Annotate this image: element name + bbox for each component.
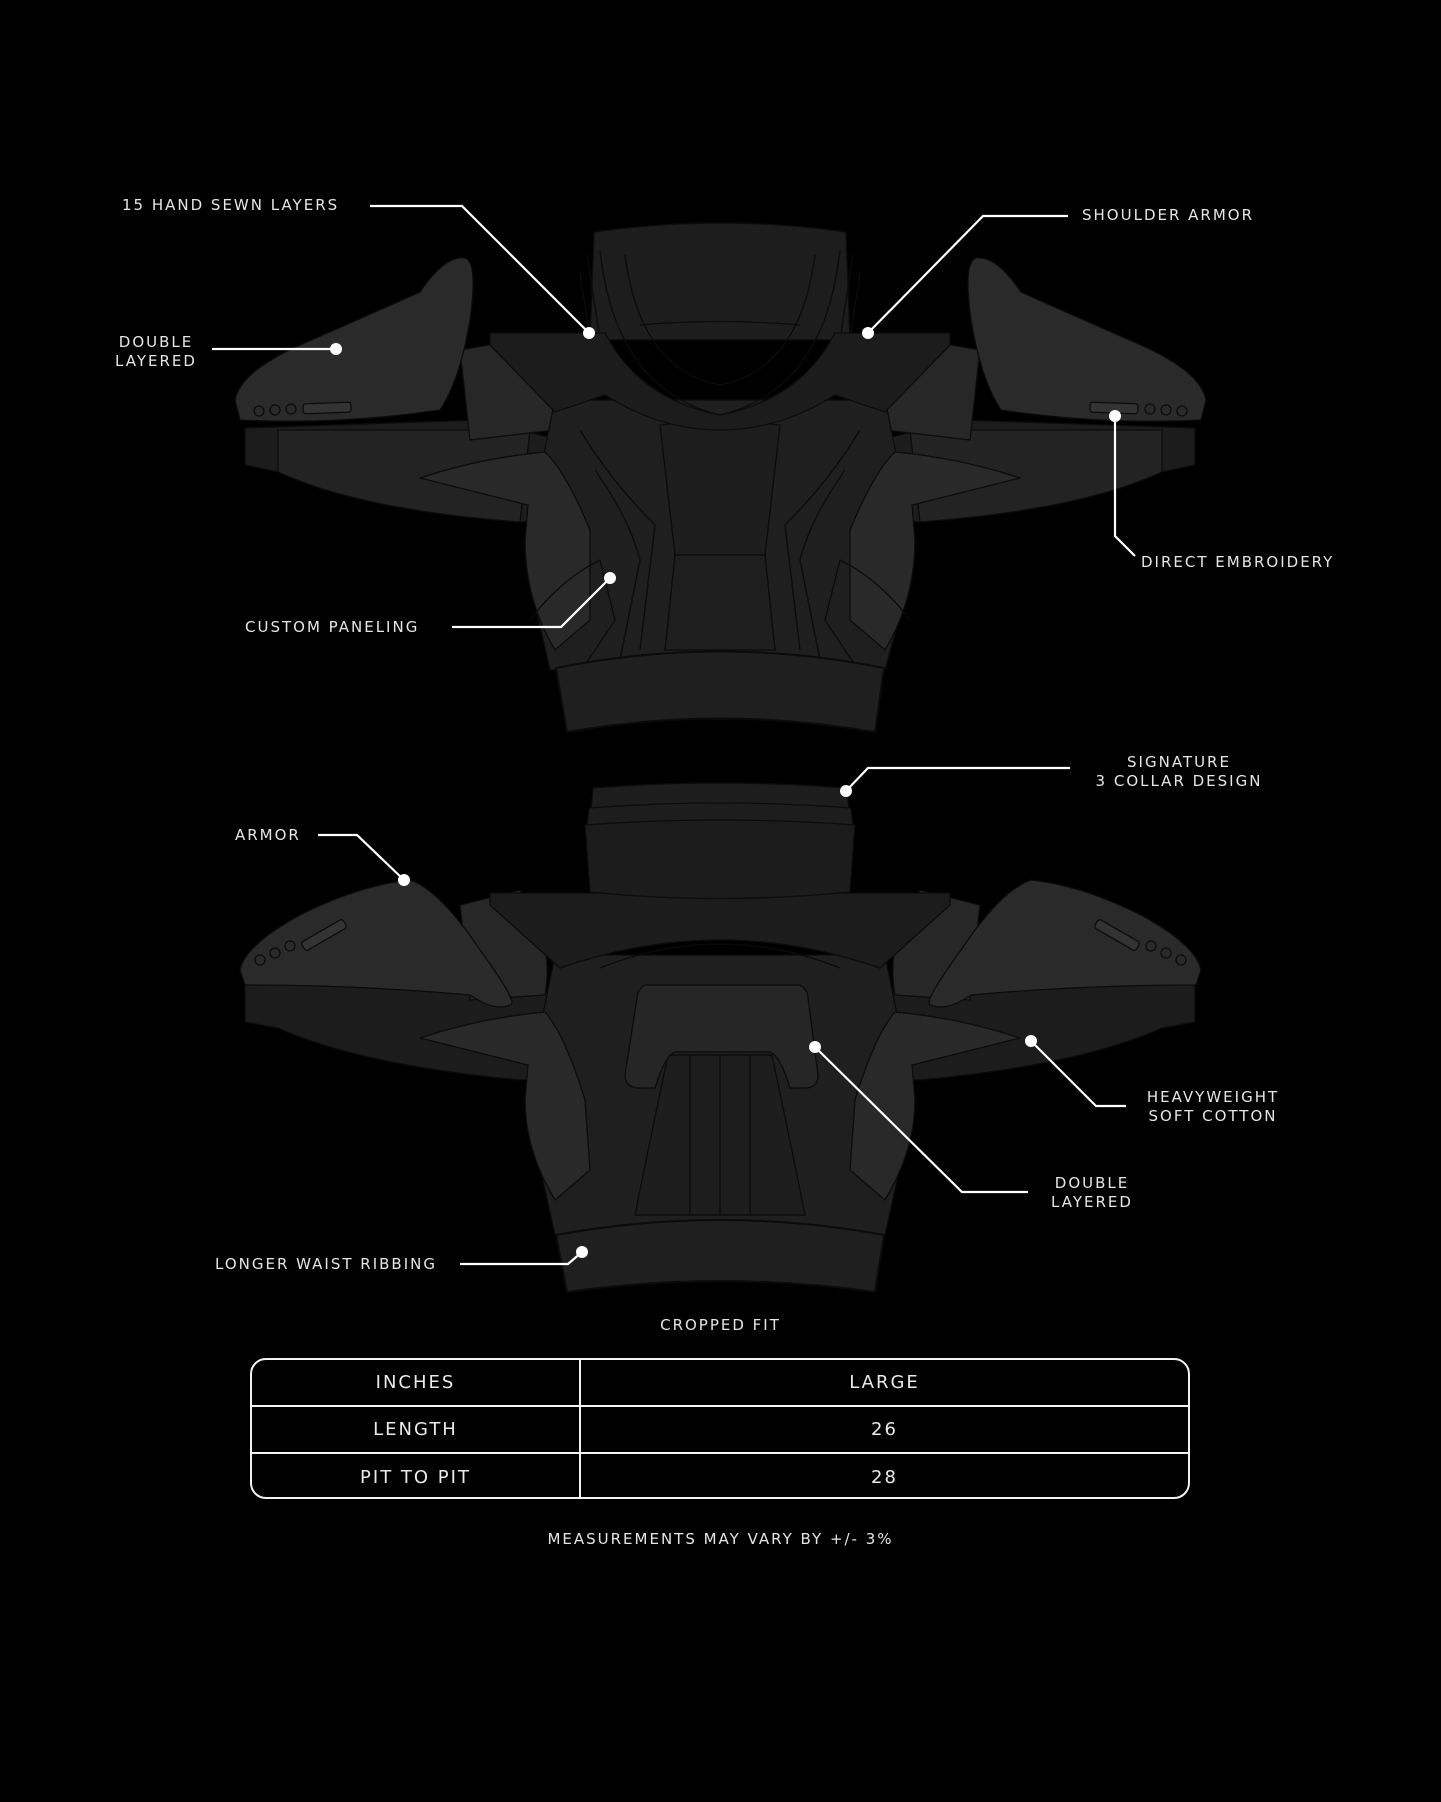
callout-line-2: LAYERED bbox=[1051, 1193, 1133, 1211]
callout-custom-paneling: CUSTOM PANELING bbox=[245, 618, 420, 636]
table-header-row bbox=[252, 1360, 1188, 1407]
header-unit: INCHES bbox=[252, 1360, 581, 1405]
table-row bbox=[252, 1454, 1188, 1499]
callout-shoulder-armor: SHOULDER ARMOR bbox=[1082, 206, 1255, 224]
callout-double-layered-front bbox=[108, 333, 204, 371]
callout-line-1: SIGNATURE bbox=[1127, 753, 1231, 771]
callout-line-1: DOUBLE bbox=[1054, 1174, 1130, 1192]
callout-line-1: DOUBLE bbox=[118, 333, 194, 351]
header-size: LARGE bbox=[849, 1372, 920, 1393]
callout-line-2: 3 COLLAR DESIGN bbox=[1095, 772, 1263, 790]
callout-longer-waist-ribbing: LONGER WAIST RIBBING bbox=[215, 1255, 437, 1273]
row-label-length: LENGTH bbox=[252, 1407, 581, 1452]
callout-double-layered-back bbox=[1040, 1174, 1144, 1212]
back-view-garment bbox=[240, 783, 1201, 1292]
callout-heavyweight-cotton bbox=[1136, 1088, 1290, 1126]
callout-line-2: LAYERED bbox=[115, 352, 197, 370]
row-label-pit-to-pit: PIT TO PIT bbox=[252, 1454, 581, 1499]
measurement-footnote: MEASUREMENTS MAY VARY BY +/- 3% bbox=[547, 1530, 894, 1548]
callout-line-2: SOFT COTTON bbox=[1148, 1107, 1278, 1125]
row-value-length: 26 bbox=[871, 1419, 898, 1440]
callout-signature-collar bbox=[1080, 753, 1278, 791]
callout-line-1: HEAVYWEIGHT bbox=[1146, 1088, 1280, 1106]
table-row bbox=[252, 1407, 1188, 1454]
callout-armor: ARMOR bbox=[235, 826, 301, 844]
front-view-garment bbox=[235, 223, 1206, 732]
size-chart-table bbox=[250, 1358, 1190, 1499]
row-value-pit-to-pit: 28 bbox=[871, 1467, 898, 1488]
callout-hand-sewn-layers: 15 HAND SEWN LAYERS bbox=[122, 196, 340, 214]
fit-label: CROPPED FIT bbox=[660, 1316, 781, 1334]
callout-direct-embroidery: DIRECT EMBROIDERY bbox=[1141, 553, 1335, 571]
